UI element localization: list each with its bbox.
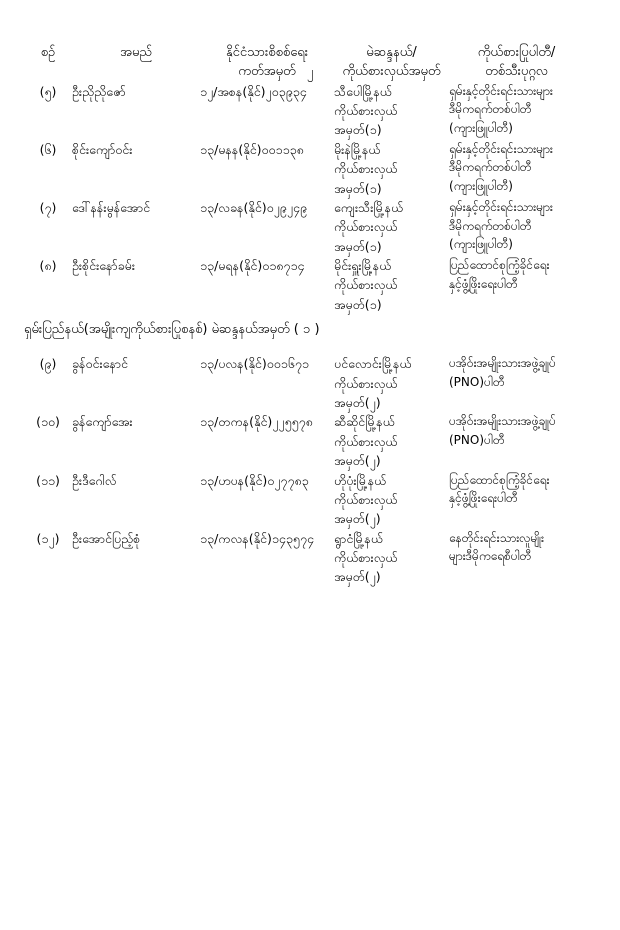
row-party-line3: (ကျားဖြူပါတီ): [449, 120, 513, 135]
row-nrc: ၁၃/တကန(နိုင်)၂၂၅၅၇၈: [200, 414, 313, 430]
table-row: [24, 140, 584, 198]
row-party-line2: (PNO)ပါတီ: [449, 374, 505, 389]
row-constituency: [334, 471, 449, 529]
row-party-line3: (ကျားဖြူပါတီ): [449, 237, 513, 252]
row-constituency-line1: သီပေါမြို့နယ်: [334, 83, 392, 99]
row-number: (၁၂): [36, 530, 60, 546]
column-header-party-line2: တစ်သီးပုဂ္ဂလ: [485, 63, 548, 79]
row-constituency-line2: ကိုယ်စားလှယ်: [334, 219, 398, 235]
row-party: [449, 471, 584, 529]
row-constituency-line3: အမှတ်(၁): [334, 296, 382, 312]
row-name: ဦးအောင်ပြည့်စုံ: [72, 530, 141, 546]
row-name: ခွန်ဝင်းနောင်: [72, 356, 128, 372]
row-constituency: [334, 198, 449, 256]
row-constituency-line1: မိုးနဲမြို့နယ်: [334, 141, 381, 157]
row-constituency: [334, 354, 449, 412]
table-row: [24, 198, 584, 256]
row-constituency-line2: ကိုယ်စားလှယ်: [334, 375, 398, 391]
row-party-line1: ရှမ်းနှင့်တိုင်းရင်းသားများ: [449, 199, 553, 214]
row-party: [449, 256, 584, 314]
row-name: စိုင်းကျော်ဝင်း: [72, 141, 133, 157]
table-row: [24, 256, 584, 314]
row-name: ခွန်ကျော်အေး: [72, 414, 133, 430]
row-party-line1: ပအိုဝ်းအမျိုးသားအဖွဲ့ချုပ်: [449, 356, 556, 371]
row-party: [449, 412, 584, 470]
row-party-line1: ရှမ်းနှင့်တိုင်းရင်းသားများ: [449, 83, 553, 98]
row-constituency-line3: အမှတ်(၁): [334, 238, 382, 254]
row-party-line2: များဒီမိုကရေစီပါတီ: [449, 549, 532, 564]
row-constituency-line2: ကိုယ်စားလှယ်: [334, 491, 398, 507]
section-heading-text: ရှမ်းပြည်နယ်(အမျိုးကျကိုယ်စားပြုစနစ်) မဲဆန္ဒနယ်အမှတ် ( ၁ ): [24, 322, 320, 338]
row-party-line2: နှင့်ဖွံ့ဖြိုးရေးပါတီ: [449, 491, 518, 506]
row-number: (၈): [39, 258, 57, 274]
column-header-constituency-line2: ကိုယ်စားလှယ်အမှတ်: [342, 63, 441, 79]
row-nrc: ၁၃/မရန(နိုင်)၀၁၈၇၁၄: [200, 258, 305, 274]
row-party: [449, 354, 584, 412]
row-nrc: ၁၃/ဟပန(နိုင်)၀၂၇၇၈၃: [200, 472, 309, 488]
page-number: ၂: [306, 65, 314, 80]
row-name: ဦးစိုင်းနော်ခမ်း: [72, 258, 135, 274]
row-number: (၆): [39, 141, 57, 157]
row-party: [449, 140, 584, 198]
row-party: [449, 82, 584, 140]
table-row: [24, 471, 584, 529]
row-constituency-line3: အမှတ်(၂): [334, 511, 381, 527]
column-header-constituency-line1: မဲဆန္ဒနယ်/: [366, 45, 417, 60]
row-constituency: [334, 82, 449, 140]
row-constituency-line3: အမှတ်(၁): [334, 122, 382, 138]
row-party-line2: နှင့်ဖွံ့ဖြိုးရေးပါတီ: [449, 276, 518, 291]
row-constituency-line1: ဟိုပုံးမြို့နယ်: [334, 472, 387, 488]
row-nrc: ၁၂/အစန(နိုင်)၂၀၃၉၃၄: [200, 83, 307, 99]
row-party-line3: (ကျားဖြူပါတီ): [449, 179, 513, 193]
row-constituency-line1: မိုင်းရှူးမြို့နယ်: [334, 258, 392, 274]
column-header-nrc-line1: နိုင်ငံသားစိစစ်ရေး: [225, 45, 309, 60]
row-number: (၁၁): [36, 472, 60, 488]
row-constituency-line3: အမှတ်(၂): [334, 453, 381, 469]
table-row: [24, 354, 584, 412]
row-constituency: [334, 529, 449, 587]
row-name: ဦးဒီဂေါလ်: [72, 472, 117, 488]
table-body: [24, 82, 584, 587]
table-row: [24, 412, 584, 470]
row-constituency-line3: အမှတ်(၂): [334, 395, 381, 411]
row-constituency-line2: ကိုယ်စားလှယ်: [334, 161, 398, 177]
row-constituency: [334, 412, 449, 470]
row-constituency-line3: အမှတ်(၁): [334, 180, 382, 196]
row-constituency-line1: ရွာငံမြို့နယ်: [334, 530, 384, 546]
row-party-line2: ဒီမိုကရက်တစ်ပါတီ: [449, 102, 532, 117]
row-constituency-line2: ကိုယ်စားလှယ်: [334, 550, 398, 566]
row-party-line2: (PNO)ပါတီ: [449, 433, 505, 448]
row-party-line1: နေတိုင်းရင်းသားလူမျိုး: [449, 530, 545, 545]
row-party-line1: ပြည်ထောင်စုကြံ့ခိုင်ရေး: [449, 258, 550, 273]
row-constituency-line3: အမှတ်(၂): [334, 569, 381, 585]
row-number: (၁၀): [36, 414, 60, 430]
table-row: [24, 529, 584, 587]
row-nrc: ၁၃/မနန(နိုင်)၀၀၁၁၃၈: [200, 141, 304, 157]
row-party: [449, 198, 584, 256]
row-constituency-line2: ကိုယ်စားလှယ်: [334, 433, 398, 449]
column-header-nrc-line2: ကတ်အမှတ်: [238, 63, 296, 79]
row-constituency: [334, 256, 449, 314]
row-number: (၉): [39, 356, 57, 372]
row-party-line2: ဒီမိုကရက်တစ်ပါတီ: [449, 218, 532, 233]
row-number: (၅): [39, 83, 57, 99]
table-row: [24, 82, 584, 140]
row-nrc: ၁၃/ကလန(နိုင်)၁၄၃၅၇၄: [200, 530, 315, 546]
column-header-name-line1: အမည်: [120, 45, 152, 60]
row-constituency-line1: ဆီဆိုင်မြို့နယ်: [334, 414, 395, 430]
column-header-no-line1: စဉ်: [40, 45, 56, 60]
document-page: [0, 44, 620, 930]
row-name: ဒေါ်နန်းမွန်အောင်: [72, 199, 151, 215]
row-nrc: ၁၃/လခန(နိုင်)၀၂၉၂၄၉: [200, 199, 308, 215]
representatives-table: [24, 44, 584, 587]
row-party-line1: ပအိုဝ်းအမျိုးသားအဖွဲ့ချုပ်: [449, 414, 556, 429]
row-constituency: [334, 140, 449, 198]
column-header-party-line1: ကိုယ်စားပြုပါတီ/: [477, 45, 556, 60]
row-party-line1: ရှမ်းနှင့်တိုင်းရင်းသားများ: [449, 141, 553, 156]
row-constituency-line2: ကိုယ်စားလှယ်: [334, 277, 398, 293]
row-party-line2: ဒီမိုကရက်တစ်ပါတီ: [449, 160, 532, 175]
row-party: [449, 529, 584, 587]
row-nrc: ၁၃/ပလန(နိုင်)၀၀၁၆၇၁: [200, 356, 309, 372]
section-heading: [24, 314, 584, 354]
row-constituency-line2: ကိုယ်စားလှယ်: [334, 103, 398, 119]
row-name: ဦးညိုညိုဇော်: [72, 83, 126, 99]
row-party-line1: ပြည်ထောင်စုကြံ့ခိုင်ရေး: [449, 472, 550, 487]
section-heading-row: [24, 314, 584, 354]
row-number: (၇): [39, 199, 57, 215]
row-constituency-line1: ကျေးသီးမြို့နယ်: [334, 199, 404, 215]
row-constituency-line1: ပင်လောင်းမြို့နယ်: [334, 356, 412, 372]
